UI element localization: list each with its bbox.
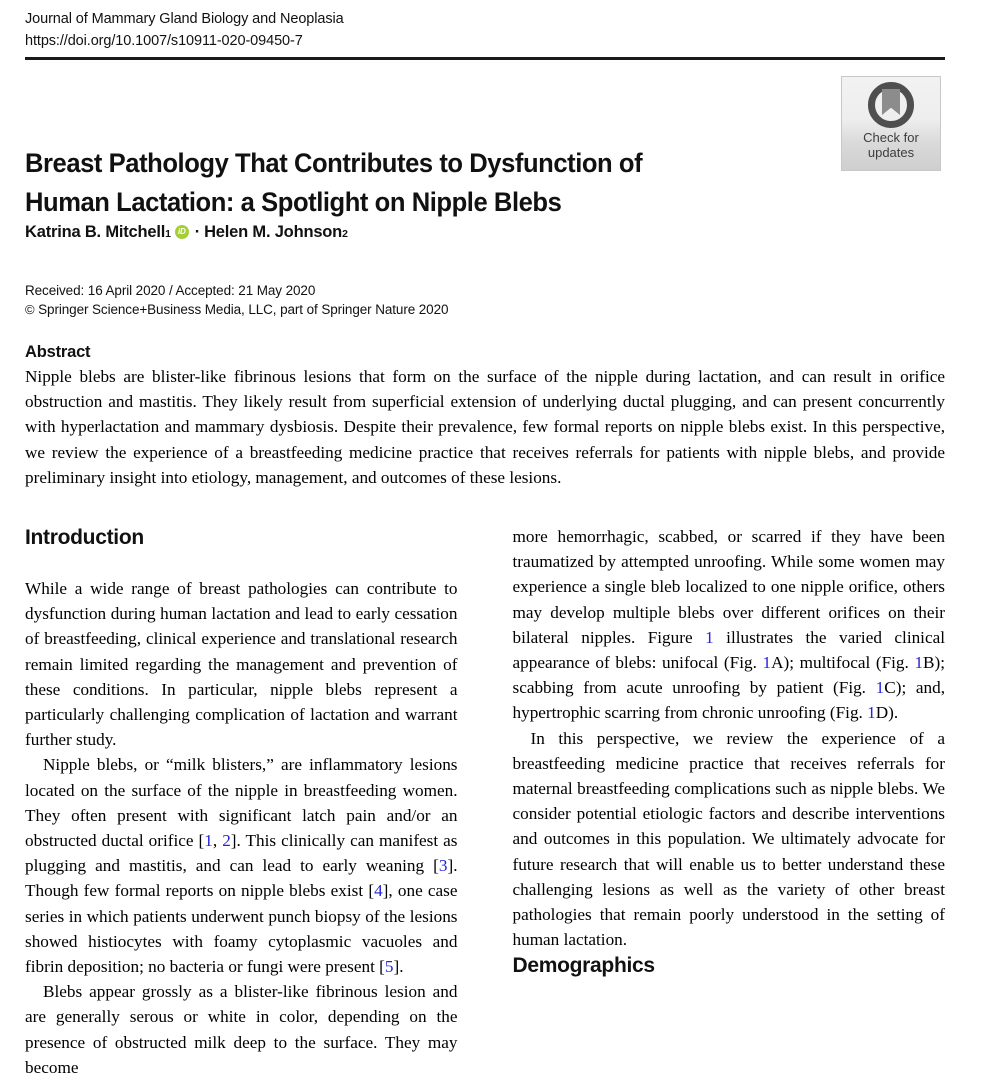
masthead: [25, 8, 725, 52]
author-name-second[interactable]: Helen M. Johnson: [204, 223, 343, 241]
right-column: [513, 524, 946, 1024]
copyright-text: Springer Science+Business Media, LLC, part of Springer Nature 2020: [38, 302, 449, 317]
paragraph-text: ]. Though few formal reports on nipple blebs exist [: [25, 856, 458, 901]
copyright-line: [25, 300, 448, 319]
paragraph-text: Nipple blebs, or “milk blisters,” are inflammatory lesions located on the surface of the nipple in breastfeeding women. They often present with significant latch pain and/or an obstructed ductal orifice [: [25, 755, 458, 851]
citation-link-2[interactable]: 2: [222, 831, 231, 851]
publication-info: [25, 281, 448, 319]
author-name-first[interactable]: Katrina B. Mitchell: [25, 223, 166, 241]
introduction-paragraph-3: Blebs appear grossly as a blister-like fibrinous lesion and are generally serous or white in color, depending on the presence of obstructed milk deep to the surface. They may become: [25, 982, 458, 1077]
introduction-paragraph-1: While a wide range of breast pathologies can contribute to dysfunction during human lactation and lead to early cessation of breastfeeding, clinical experience and translational research remain limited regarding the management and prevention of these conditions. In particular, nipple blebs represent a particularly challenging complication of lactation and warrant further study.: [25, 579, 458, 750]
paragraph-text: B); scabbing from acute unroofing by patient (Fig.: [512, 653, 945, 698]
introduction-heading: Introduction: [25, 526, 144, 549]
figure-link-1c[interactable]: 1: [875, 678, 885, 698]
figure-link-1a[interactable]: 1: [762, 653, 772, 673]
heading-spacer: [25, 552, 458, 576]
demographics-heading: Demographics: [512, 954, 655, 978]
paragraph-text: ]. This clinically can manifest as plugging and mastitis, and can lead to early weaning [: [25, 831, 458, 876]
right-paragraph-1: [513, 524, 946, 726]
received-accepted-dates: Received: 16 April 2020 / Accepted: 21 May 2020: [25, 283, 316, 298]
crossmark-label-line1: Check for: [863, 130, 919, 145]
figure-link-1d[interactable]: 1: [867, 703, 876, 723]
crossmark-label-line2: updates: [867, 145, 915, 160]
paragraph-text: ,: [212, 831, 223, 851]
figure-link-1[interactable]: 1: [705, 627, 714, 647]
article-title: Breast Pathology That Contributes to Dysfunction of Human Lactation: a Spotlight on Nipple Blebs: [25, 147, 643, 217]
crossmark-label: [863, 130, 919, 160]
author-affiliation-first: 1: [165, 228, 171, 240]
copyright-symbol: ©: [25, 302, 35, 317]
introduction-paragraph-2: [25, 752, 458, 979]
left-column: [25, 524, 458, 1077]
author-list: [25, 221, 348, 245]
citation-link-3[interactable]: 3: [438, 856, 448, 876]
citation-link-4[interactable]: 4: [374, 881, 383, 901]
author-separator: ·: [194, 223, 201, 241]
abstract-text: Nipple blebs are blister-like fibrinous lesions that form on the surface of the nipple during lactation, and can result in orifice obstruction and mastitis. They likely result from superficial extension of underlying ductal plugging, and can present concurrently with hyperlactation and mammary dysbiosis. Despite their prevalence, few formal reports on nipple blebs exist. In this perspective, we review the experience of a breastfeeding medicine practice that receives referrals for patients with nipple blebs, and provide preliminary insight into etiology, management, and outcomes of these lesions.: [25, 367, 945, 487]
paragraph-text: A); multifocal (Fig.: [771, 653, 915, 673]
orcid-icon[interactable]: [175, 225, 189, 239]
right-paragraph-2: In this perspective, we review the experience of a breastfeeding medicine practice that receives referrals for maternal breastfeeding complications such as nipple blebs. We consider potential etiologic factors and describe interventions and outcomes in this population. We ultimately advocate for future research that will enable us to better understand these challenging lesions as well as the variety of other breast pathologies that remain poorly understood in the setting of human lactation.: [512, 728, 945, 950]
paragraph-text: D).: [875, 703, 899, 723]
abstract-heading: Abstract: [25, 343, 91, 361]
check-for-updates-badge[interactable]: [841, 76, 941, 171]
paragraph-text: illustrates the varied clinical appearance of blebs: unifocal (Fig.: [512, 627, 945, 673]
paragraph-text: ].: [393, 957, 404, 977]
abstract-section: [25, 341, 945, 490]
citation-link-5[interactable]: 5: [384, 957, 394, 977]
doi-link[interactable]: https://doi.org/10.1007/s10911-020-09450-7: [25, 33, 303, 49]
paragraph-text: C); and, hypertrophic scarring from chronic unroofing (Fig.: [512, 678, 945, 723]
body-columns: [25, 524, 945, 1077]
journal-name: Journal of Mammary Gland Biology and Neoplasia: [25, 11, 344, 27]
figure-link-1b[interactable]: 1: [914, 653, 924, 673]
paragraph-text: ], one case series in which patients underwent punch biopsy of the lesions showed histiocytes with foamy cytoplasmic vacuoles and fibrin deposition; no bacteria or fungi were present [: [25, 881, 458, 977]
crossmark-bookmark-icon: [868, 82, 914, 128]
author-affiliation-second: 2: [342, 228, 348, 240]
paragraph-text: more hemorrhagic, scabbed, or scarred if they have been traumatized by attempted unroofing. While some women may experience a single bleb localized to one nipple orifice, others may develop multiple blebs over different orifices on their bilateral nipples. Figure: [512, 527, 945, 647]
citation-link-1[interactable]: 1: [204, 831, 213, 851]
header-divider: [25, 57, 945, 60]
orcid-icon-label: iD: [177, 227, 186, 236]
